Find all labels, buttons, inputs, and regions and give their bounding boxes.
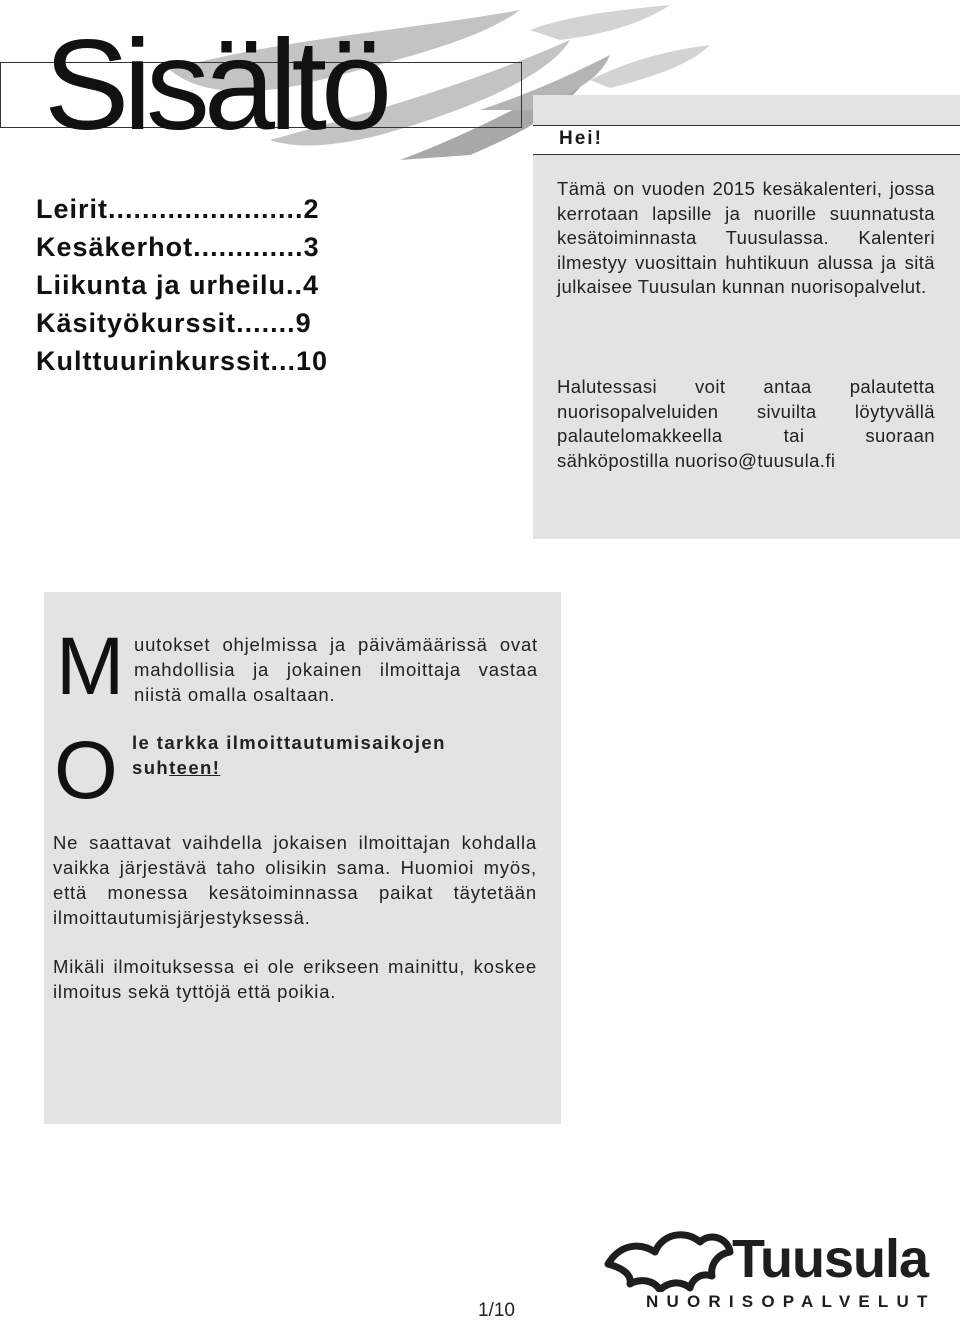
toc-item-kulttuurinkurssit[interactable]: Kulttuurinkurssit...10 — [36, 346, 329, 376]
page-number: 1/10 — [478, 1300, 515, 1321]
notice-box — [44, 592, 561, 1124]
gender-paragraph: Mikäli ilmoituksessa ei ole erikseen mainittu, koskee ilmoitus sekä tyttöjä että poikia. — [53, 956, 537, 1002]
logo-subtitle: NUORISOPALVELUT — [646, 1292, 936, 1311]
toc-item-leirit[interactable]: Leirit.......................2 — [36, 194, 320, 224]
intro-heading-bar — [533, 125, 960, 155]
tuusula-logo — [600, 1224, 952, 1316]
registration-notice — [132, 730, 532, 780]
feedback-paragraph: Halutessasi voit antaa palautetta nuorisopalveluiden sivuilta löytyvällä palautelomakkeella tai suoraan sähköpostilla nuoriso@tuusula.fi — [557, 376, 935, 471]
variation-paragraph: Ne saattavat vaihdella jokaisen ilmoittajan kohdalla vaikka järjestävä taho olisikin sama. Huomioi myös, että monessa kesätoiminnassa paikat täytetään ilmoittautumisjärjestyksessä. — [53, 832, 537, 928]
changes-paragraph: uutokset ohjelmissa ja päivämäärissä ovat mahdollisia ja jokainen ilmoittaja vastaa niistä omalla osaltaan. — [134, 634, 538, 705]
toc-item-kasityokurssit[interactable]: Käsityökurssit.......9 — [36, 308, 312, 338]
intro-heading: Hei! — [559, 128, 603, 149]
registration-notice-text: le tarkka ilmoittautumisaikojen suh — [132, 732, 446, 778]
logo-word: Tuusula — [732, 1229, 929, 1289]
toc-item-kesakerhot[interactable]: Kesäkerhot.............3 — [36, 232, 320, 262]
toc-item-liikunta[interactable]: Liikunta ja urheilu..4 — [36, 270, 320, 300]
dropcap-m: M — [56, 621, 125, 712]
intro-box — [533, 95, 960, 539]
intro-paragraph: Tämä on vuoden 2015 kesäkalenteri, jossa kerrotaan lapsille ja nuorille suunnatusta kesätoiminnasta Tuusulassa. Kalenteri ilmestyy vuosittain huhtikuun alussa ja sitä julkaisee Tuusulan kunnan nuorisopalvelut. — [557, 178, 935, 298]
dropcap-o: O — [54, 725, 118, 816]
table-of-contents — [36, 190, 328, 380]
registration-notice-underlined: teen! — [169, 757, 221, 778]
logo-mark-icon — [600, 1224, 740, 1292]
page-title: Sisältö — [44, 14, 387, 157]
